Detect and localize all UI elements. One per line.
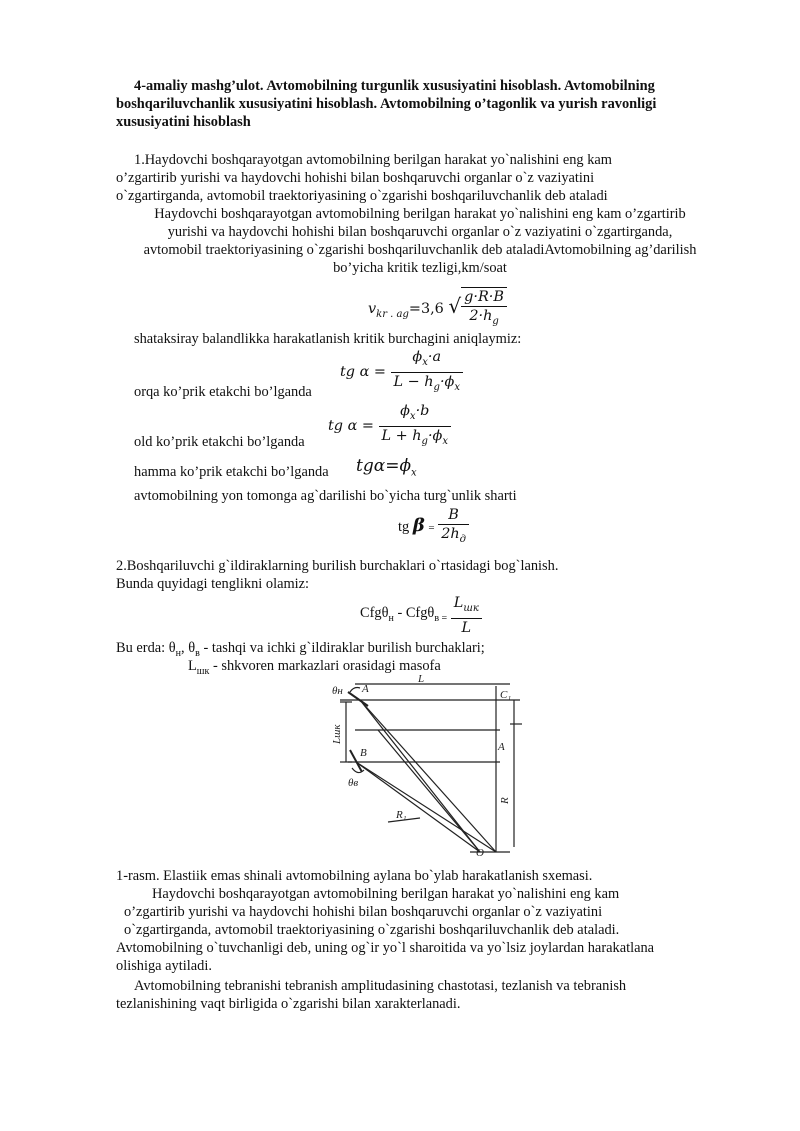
label-R: R (499, 797, 511, 804)
formula-all-axles: $tg\alpha=\phi_x$ (356, 456, 417, 479)
para2-line-1: Haydovchi boshqarayotgan avtomobilning berilgan harakat yo`nalishini eng kam o’zgartirib (154, 206, 686, 222)
para1-line-3: o`zgartirganda, avtomobil traektoriyasining o`zgarishi boshqariluvchanlik deb ataladi (116, 188, 608, 204)
definition-lshk: $L_{шк}$ - shkvoren markazlari orasidagi masofa (188, 658, 441, 677)
label-front-axle: old ko’prik etakchi bo’lganda (134, 434, 305, 450)
steering-diagram (300, 672, 530, 864)
formula-front-axle: tg α = $\frac{\phi_x\cdot b}{L + h_g\cdot\phi_x}$ (328, 402, 451, 451)
figure-caption: 1-rasm. Elastiik emas shinali avtomobilning aylana bo`ylab harakatlanish sxemasi. (116, 868, 593, 884)
para2-line-4: bo’yicha kritik tezligi,km/soat (333, 260, 507, 276)
label-C1: C₁ (500, 689, 512, 701)
label-L: L (418, 673, 425, 685)
title-line-3: xususiyatini hisoblash (116, 114, 251, 130)
title-line-1: 4-amaliy mashg’ulot. Avtomobilning turgunlik xususiyatini hisoblash. Avtomobilning (134, 78, 655, 94)
para3-line-2: o’zgartirib yurishi va haydovchi hohishi bilan boshqaruvchi organlar o`z vaziyatini (124, 904, 603, 920)
para2-line-2: yurishi va haydovchi hohishi bilan boshqaruvchi organlar o`z vaziyatini o`zgartirganda, (167, 224, 673, 240)
section2-line-2: Bunda quyidagi tenglikni olamiz: (116, 576, 310, 592)
formula-tg-beta: tg β = $\frac{B}{2h_д}$ (398, 506, 469, 549)
formula-critical-speed: $v_{kr . ag}=3,6$ √ $\frac{g\cdot R\cdot B}{2\cdot h_g}$ (368, 284, 507, 337)
definition-angles: Bu erda: $\theta_н$, $\theta_в$ - tashqi va ichki g`ildiraklar burilish burchaklari; (116, 640, 485, 659)
section2-line-1: 2.Boshqariluvchi g`ildiraklarning burilish burchaklari o`rtasidagi bog`lanish. (116, 558, 559, 574)
formula-rear-axle: tg α = $\frac{\phi_x\cdot a}{L - h_g\cdot\phi_x}$ (340, 348, 463, 397)
label-A-top: A (362, 683, 369, 695)
para1-line-2: o’zgartirib yurishi va haydovchi hohishi bilan boshqaruvchi organlar o`z vaziyatini (116, 170, 595, 186)
para1-line-1: 1.Haydovchi boshqarayotgan avtomobilning berilgan harakat yo`nalishini eng kam (134, 152, 612, 168)
formula-steering-angles: Cfgθ$_н$ - Cfgθ$_{в =}$ $\frac{L_{шк}}{L}$ (360, 594, 482, 637)
label-all-axles: hamma ko’prik etakchi bo’lganda (134, 464, 329, 480)
line-shataksiray: shataksiray balandlikka harakatlanish kritik burchagini aniqlaymiz: (134, 331, 522, 347)
line-lateral-stability: avtomobilning yon tomonga ag`darilishi bo`yicha turg`unlik sharti (134, 488, 517, 504)
para3-line-1: Haydovchi boshqarayotgan avtomobilning berilgan harakat yo`nalishini eng kam (152, 886, 620, 902)
label-A-right: A (498, 741, 505, 753)
para2-line-3: avtomobil traektoriyasining o`zgarishi boshqariluvchanlik deb ataladiAvtomobilning ag’darilish (143, 242, 697, 258)
para4-line-2: olishiga aytiladi. (116, 958, 212, 974)
label-Lshk: Lшк (331, 724, 343, 744)
para5-line-1: Avtomobilning tebranishi tebranish amplitudasining chastotasi, tezlanish va tebranish (134, 978, 627, 994)
label-theta-outer: θн (332, 685, 343, 697)
para3-line-3: o`zgartirganda, avtomobil traektoriyasining o`zgarishi boshqariluvchanlik deb ataladi. (124, 922, 620, 938)
para4-line-1: Avtomobilning o`tuvchanligi deb, uning og`ir yo`l sharoitida va yo`lsiz joylardan harakatlana (116, 940, 655, 956)
label-O: O (476, 847, 484, 859)
label-B: B (360, 747, 367, 759)
title-line-2: boshqariluvchanlik xususiyatini hisoblash. Avtomobilning o’tagonlik va yurish ravonligi (116, 96, 657, 112)
label-theta-inner: θв (348, 777, 359, 789)
label-R1: R₁ (396, 809, 407, 821)
label-rear-axle: orqa ko’prik etakchi bo’lganda (134, 384, 312, 400)
para5-line-2: tezlanishining vaqt birligida o`zgarishi bilan xarakterlanadi. (116, 996, 461, 1012)
